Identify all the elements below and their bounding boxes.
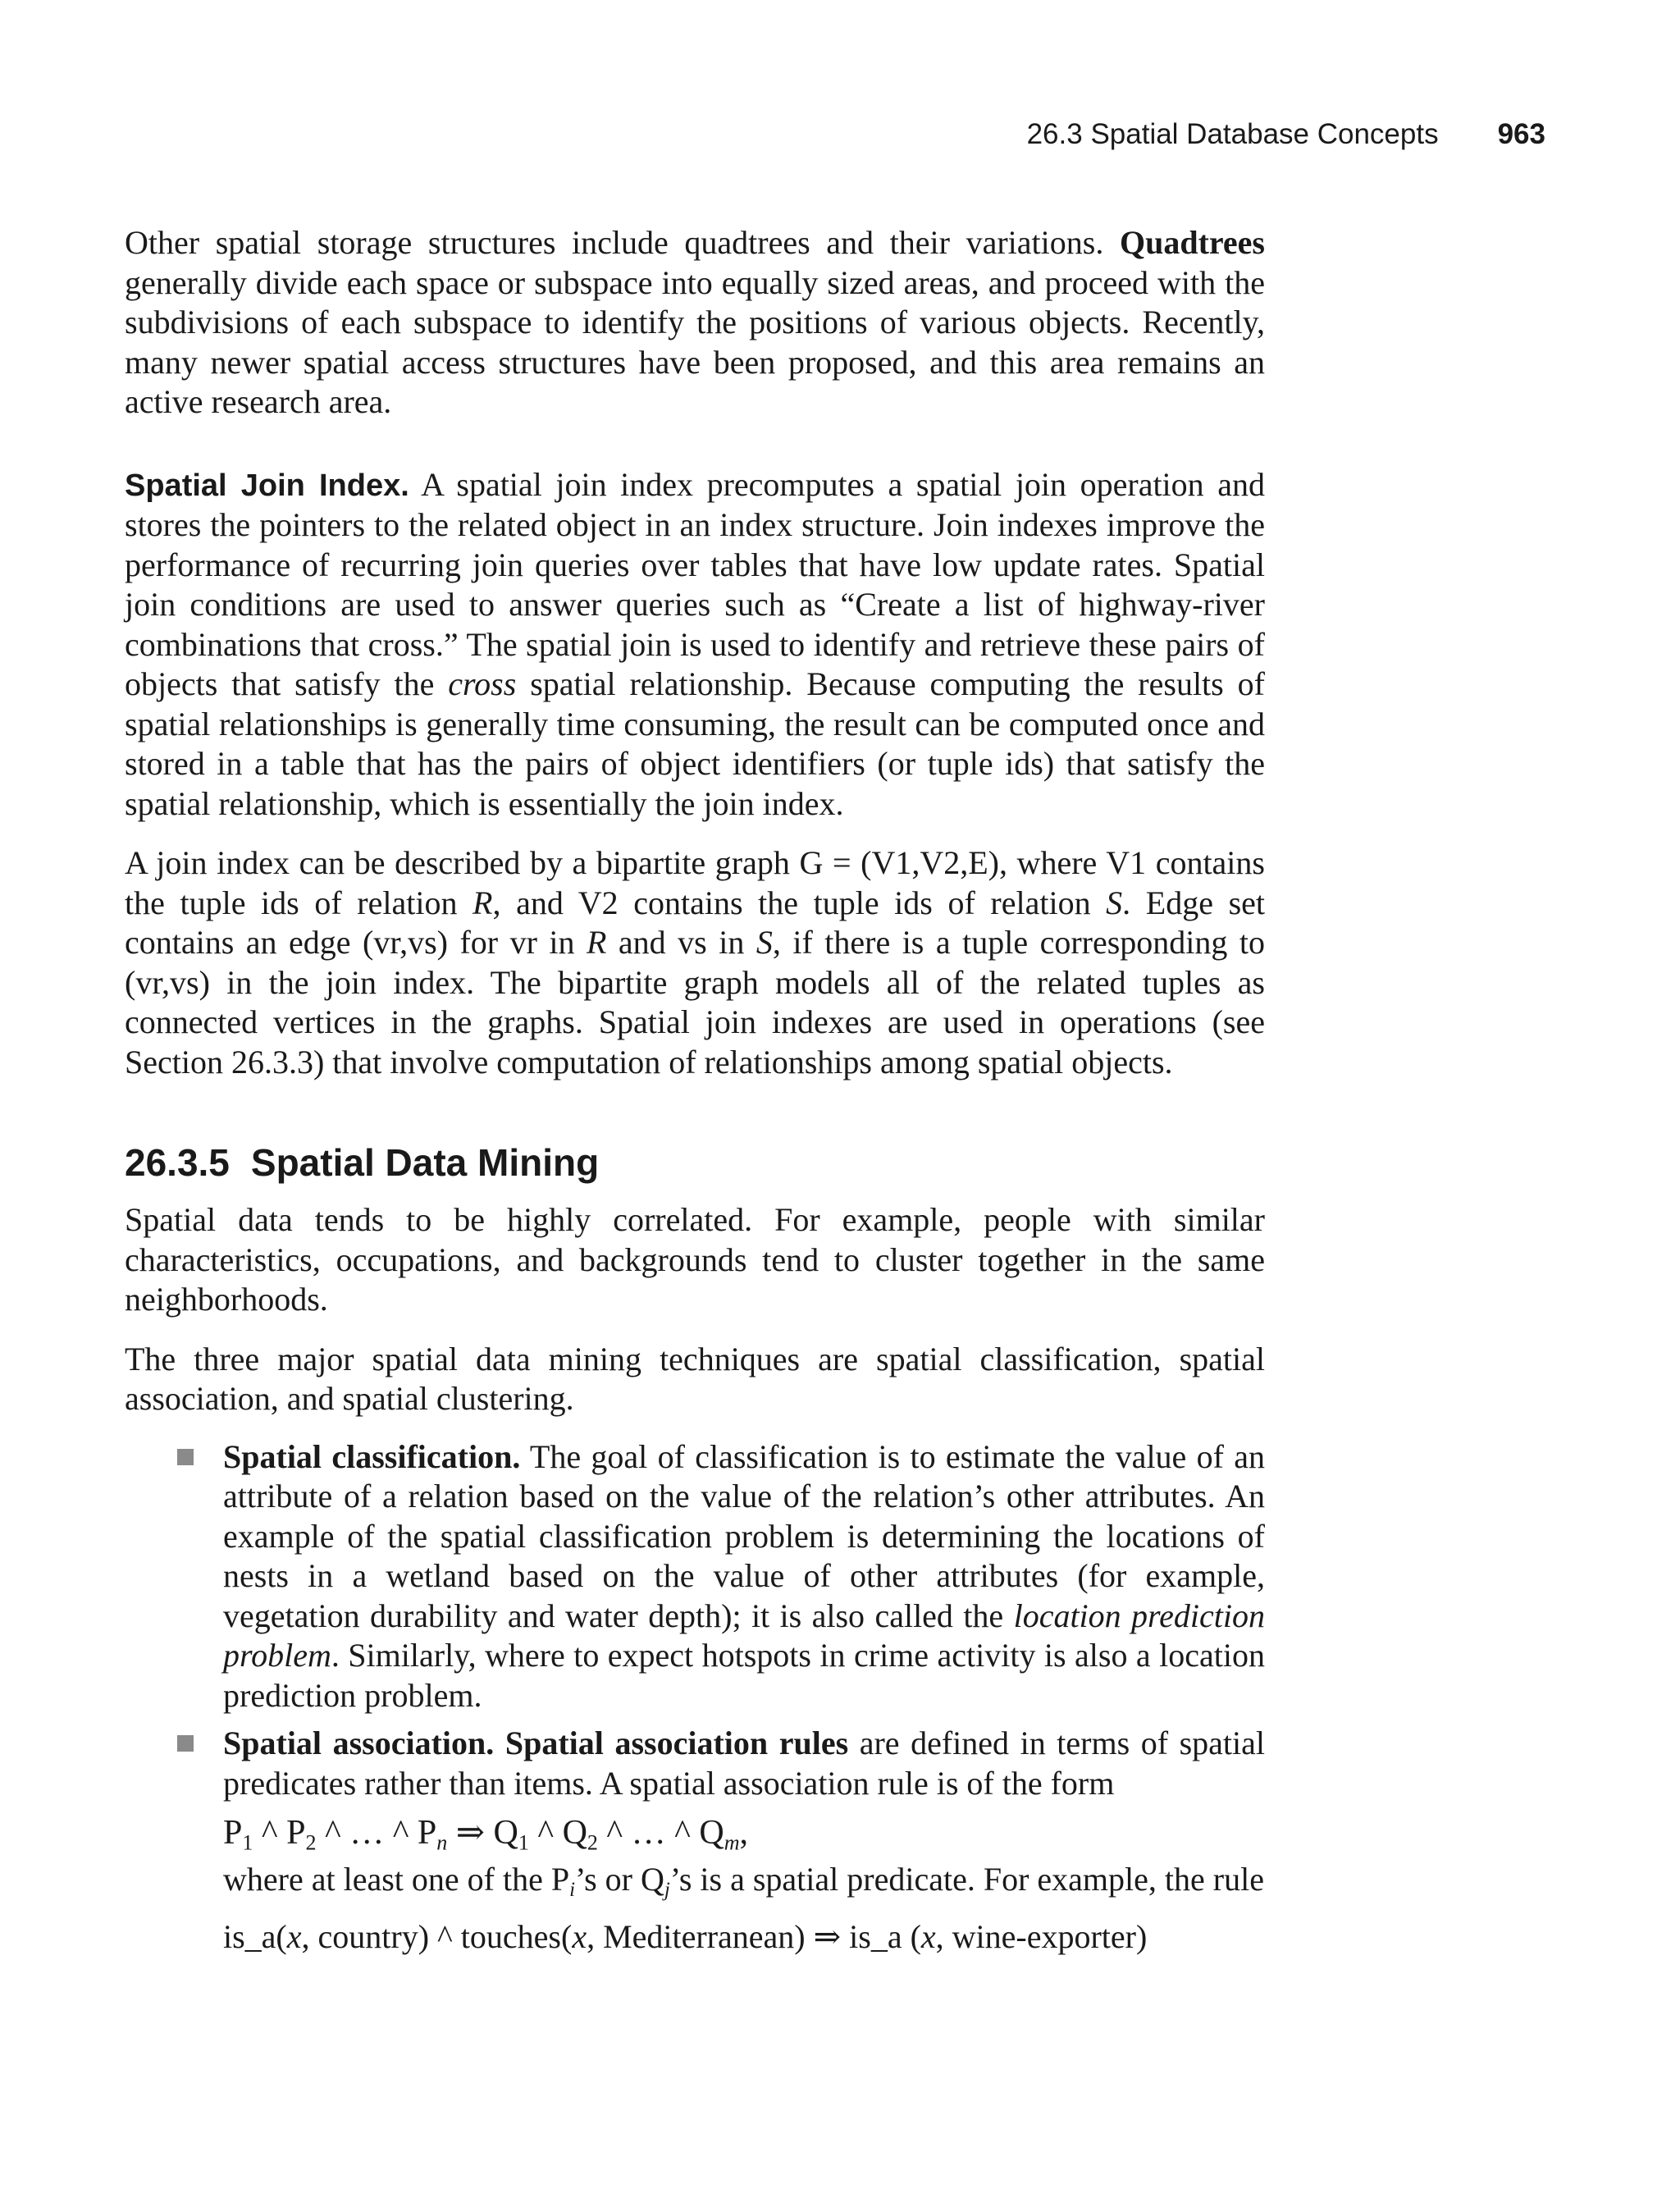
- formula-operator: ^: [597, 1814, 632, 1852]
- bullet-lead: Spatial association.: [223, 1725, 495, 1761]
- list-item-spatial-classification: [125, 1437, 1265, 1716]
- text-run: A join index can be described by a bipartite graph G = (V1,V2,E), where V1 contains the tuple ids of relation: [125, 844, 1265, 921]
- formula-symbol: P: [286, 1814, 306, 1852]
- text-run: and vs in: [606, 924, 756, 961]
- technique-list: [125, 1437, 1265, 1958]
- formula-operator: ^: [316, 1814, 350, 1852]
- page-number: 963: [1497, 118, 1545, 150]
- bullet-text: [223, 1724, 1265, 1803]
- association-rule-formula: [223, 1813, 1265, 1853]
- text-run: The goal of classification is to estimate the value of an attribute of a relation based on the value of the relation’s other attributes. An example of the spatial classification problem is determining the locations of nests in a wetland based on the value of other attributes (for example, vegetation durability and water depth); it is also called the: [223, 1437, 1265, 1634]
- formula-operator: ^: [253, 1814, 287, 1852]
- text-run: . Similarly, where to expect hotspots in crime activity is also a location prediction problem.: [223, 1637, 1265, 1714]
- text-run: generally divide each space or subspace into equally sized areas, and proceed with the subdivisions of each subspace to identify the positions of various objects. Recently, many newer spatial access structures have been proposed, and this area remains an active research area.: [125, 263, 1265, 420]
- formula-subscript: n: [436, 1830, 448, 1855]
- text-run: , wine-exporter): [935, 1918, 1148, 1955]
- square-bullet-icon: [177, 1449, 194, 1465]
- formula-symbol: P: [417, 1814, 437, 1852]
- formula-ellipsis: …: [349, 1814, 385, 1852]
- variable-x: x: [572, 1918, 587, 1955]
- formula-subscript: m: [724, 1830, 740, 1855]
- paragraph-join-index-graph: [125, 843, 1265, 1082]
- formula-operator: ⇒: [447, 1814, 494, 1852]
- text-run: , Mediterranean) ⇒ is_a (: [587, 1918, 921, 1955]
- paragraph-techniques: The three major spatial data mining techniques are spatial classification, spatial association, and spatial clustering.: [125, 1340, 1265, 1417]
- running-head: [1027, 118, 1545, 151]
- term-spatial-association-rules: Spatial association rules: [494, 1725, 849, 1761]
- formula-symbol: Q: [699, 1814, 724, 1852]
- formula-operator: ^: [384, 1814, 418, 1852]
- formula-symbol: P: [223, 1814, 243, 1852]
- text-run: ’s is a spatial predicate. For example, the rule: [669, 1860, 1264, 1898]
- text-run: spatial relationship. Because computing the results of spatial relationships is generally time consuming, the result can be computed once and stored in a table that has the pairs of object identifiers (or tuple ids) that satisfy the spatial relationship, which is essentially the join index.: [125, 665, 1265, 822]
- formula-punctuation: ,: [739, 1814, 749, 1852]
- formula-subscript: 1: [242, 1830, 253, 1855]
- formula-symbol: Q: [562, 1814, 587, 1852]
- italic-term: R: [472, 884, 493, 921]
- formula-subscript: 2: [587, 1830, 598, 1855]
- paragraph-correlation: Spatial data tends to be highly correlated. For example, people with similar characteristics, occupations, and backgrounds tend to cluster together in the same neighborhoods.: [125, 1201, 1265, 1318]
- term-quadtrees: Quadtrees: [1119, 224, 1265, 261]
- section-number: 26.3.5: [125, 1141, 230, 1184]
- subscript-j: j: [664, 1878, 670, 1901]
- formula-subscript: 1: [518, 1830, 529, 1855]
- paragraph-spatial-join-index: [125, 465, 1265, 825]
- text-run: , if there is a tuple corresponding to (vr,vs) in the join index. The bipartite graph models all of the related tuples as connected vertices in the graphs. Spatial join indexes are used in operations (see Section 26.3.3) that involve computation of relationships among spatial objects.: [125, 924, 1266, 1080]
- paragraph-quadtrees: [125, 223, 1265, 423]
- subscript-i: i: [569, 1878, 575, 1901]
- italic-term: location prediction problem: [223, 1597, 1265, 1674]
- running-head-section: 26.3 Spatial Database Concepts: [1026, 118, 1439, 150]
- italic-term: R: [587, 924, 607, 961]
- section-title: Spatial Data Mining: [250, 1141, 600, 1184]
- text-run: is_a(: [223, 1918, 287, 1955]
- text-run: where at least one of the P: [223, 1860, 570, 1898]
- variable-x: x: [920, 1918, 936, 1955]
- variable-x: x: [286, 1918, 302, 1955]
- runin-heading-spatial-join-index: Spatial Join Index.: [125, 468, 409, 503]
- italic-term: cross: [448, 665, 517, 702]
- example-rule: [223, 1917, 1265, 1958]
- text-run: Other spatial storage structures include quadtrees and their variations.: [125, 224, 1120, 261]
- square-bullet-icon: [177, 1735, 194, 1752]
- text-run: . Edge set contains an edge (vr,vs) for vr in: [125, 884, 1266, 961]
- text-run: A spatial join index precomputes a spatial join operation and stores the pointers to the related object in an index structure. Join indexes improve the performance of recurring join queries over tables that have low update rates. Spatial join conditions are used to answer queries such as “Create a list of highway-river combinations that cross.” The spatial join is used to identify and retrieve these pairs of objects that satisfy the: [125, 465, 1265, 702]
- bullet-lead: Spatial classification.: [223, 1437, 521, 1475]
- section-heading: [125, 1140, 1265, 1186]
- formula-ellipsis: …: [631, 1814, 666, 1852]
- italic-term: S: [756, 924, 773, 961]
- bullet-text: [223, 1437, 1265, 1716]
- formula-explanation: [223, 1860, 1265, 1900]
- formula-symbol: Q: [493, 1814, 518, 1852]
- formula-operator: ^: [528, 1814, 563, 1852]
- page-body: [125, 223, 1265, 1966]
- formula-operator: ^: [665, 1814, 700, 1852]
- italic-term: S: [1106, 884, 1123, 921]
- text-run: , country) ^ touches(: [301, 1918, 573, 1955]
- list-item-spatial-association: [125, 1724, 1265, 1958]
- text-run: , and V2 contains the tuple ids of relation: [492, 884, 1107, 921]
- formula-subscript: 2: [305, 1830, 317, 1855]
- text-run: are defined in terms of spatial predicates rather than items. A spatial association rule is of the form: [223, 1725, 1266, 1802]
- text-run: ’s or Q: [574, 1860, 664, 1898]
